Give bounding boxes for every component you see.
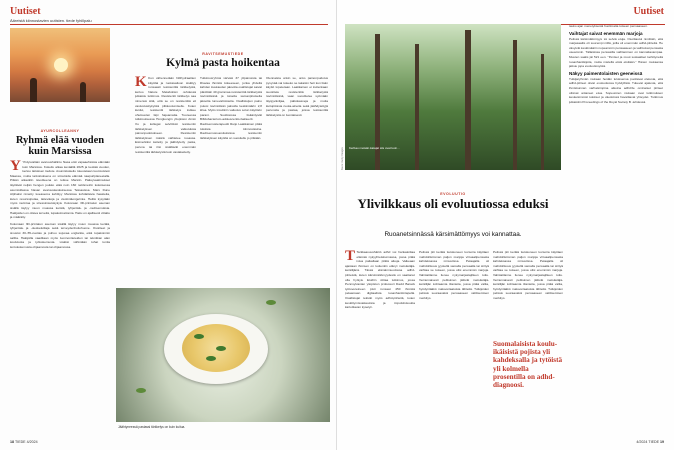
leaf-shape bbox=[194, 334, 204, 339]
pull-quote: Suomalaisista koulu-ikäisistä pojista yli kahdeksalla ja tytöistä yli kolmella prosentilla on adhd-diagnoosi. bbox=[493, 340, 563, 390]
leaf-shape bbox=[266, 300, 276, 305]
section-title: Uutiset bbox=[633, 6, 664, 17]
leaf-shape bbox=[216, 346, 226, 351]
drop-cap: K bbox=[135, 76, 147, 90]
article-column: Tutkimusryhmä värväsi 37 ylipainoista tai lihavaa ihmistä kokeeseen, jonka yhdeltä kahden kuukauden jaksolta osallistujat saivat päivittäin 40 grammaa resistenttiä tärkkelystä ravintolisänä ja toiselta samanpituiselta jaksolta lumevalmistetta. Osallistujien paino putosi ravintolisän jaksolla keskimäärin 2,8 kiloa. Myös insuliinin vaikutus solun käyttöön parani. Suolistossa lisääntyivät Bifidobacterium-adolescentis-bakteerit. Ravitsemusterapeutti Reijo Laatikainen pitää tuloksia kiinnostavina. Ravitsemussuosituksissa resistentin tärkkelyksen käyttöä on suositeltu jo pitkään. bbox=[200, 76, 262, 140]
person-silhouette bbox=[80, 82, 86, 102]
subheading: Vaihtajat saivat enemmän marjoja bbox=[569, 30, 643, 36]
drop-cap: T bbox=[345, 250, 356, 264]
article-headline: Ryhmä elää vuoden kuin Marsissa bbox=[15, 135, 105, 158]
sun-shape bbox=[54, 58, 68, 72]
subheading: Näkyy paimentolaisten geeneissä bbox=[569, 70, 643, 76]
tree-trunk bbox=[513, 40, 517, 170]
article-column: Pelissä piti kerätä tietokoneen kursoria käyttäen mahdollisimman paljon marjoja virtuaalipensasta kahdeksassa minuutissa. Pelaajalla oli mahdollisuus jyystellä samalla pensaalla tai siirtyä vaihtaa se toiseen, jossa olisi enemmän marjoja. Valintatilanne lienee nykymarjastajilleen tuttu. Verrannaisesti pelikuinen jättivät metsästäjä-keräilijän kohtaamia tilanteita, jossa pitää valita, hyödyntääkö makoonlaatuisia lähteitä. Tutkijoiden pelissä seuraavaksi pensaaseen valtitsemisen merkitys. bbox=[419, 250, 489, 300]
right-page bbox=[337, 0, 674, 450]
article-column: tauko ajan menetyksestä huolimatta toiseen pensaaseen. Vaihtajat saivat enemmän marjoja Pelissä kärsimättömyys toi selviä etuja. Osoittautui nimittäin, että marjasaaliis oli suurempi niillä, joilla oli enemmän adhd-piirteitä. He väsyivät keskimäärin nopeammin pensaaseen ja vaihtoivat pensasta useammin. Tällaisissa pensasilla vaihtaminen on kannattavampaa. Muuten saalis jäi 521 een. "Ihmiset ja muut sosiaaliset kehittyneitä ruoanhankkijoita, mutta mielellä etsiä etsitään." Hänen mukaansa jatkuu jopa evoluutiosyistä. Näkyy paimentolaisten geeneissä Tutkijaryhmän mukaan heidän tuloksensa puoltavat oletusta, että adhd-piirteet olivat evoluutiossa hyödyllisiä. Tukevat ajatusta, että ihmiskunnan varhaisimpina aikoina adhd:lle ominaiset piirteet olisivat antaneet etua. Sopeumien mukaan ovat tutkimuksen keskeisimmät tulokset ja väestössä havaittavat yhteydet. Tutkimus julkaistiin Proceedings of the Royal Society B -lehdessä. bbox=[569, 24, 663, 104]
article-kicker: EVOLUUTIO bbox=[440, 192, 466, 196]
article-column: Olennaista onkin se, onko painonpudotus pysyvää vai tuleeko se takaisin heti kun lisän käyttö lopetetaan. Laatikainen ei kuitenkaan suosittele resistenttiä tärkkelystä ravintolisänä, vaan suosittelee syömään täysjyväviljaa, palkokasveja ja muita kuitupitoisia ruoka-aineita sekä jäähdytettyjä perunoita ja pastaa, joissa resistenttiä tärkkelystä on luontaisesti. bbox=[266, 76, 328, 117]
article-body: Y Yhdysvaltain avaruushallinto Nasa etsii vapaaehtoisia elämään kuin Marsissa. Kokeilu alkaa keväällä 2025 ja kestää vuoden, kertoo laitoksen tiedote. Asumiskokeilu toteutetaan tuomioistein Maassa, mutta tarkoituksena on simuloida elämää naapuriplaneetalla. Pitkän aikavälin tavoitteena on retkue Marsiin. Pääsyvaatimukset täyttävät neljän hengen joukko elää noin 160 neliömetrin kokoisessa asumistilassa Nasan avaruuskeskuksessa Teksasissa. Mars Dune Alphaksi nimetty koeasema kehittyy Marsissa kohdattavia haasteita, kuten resurssipulaa, laitevikoja ja viestintäongelmia. Heiltä kysytään myös ravintoa ja stressinsietokykyä. Kokonaan 3D-printatun aseman sisällä täytyy muun muassa kerätä, tyhjentää- ja -ravitsemuksia. Hakijoiden on oltava terveitä, tupakoimattomia. Haku on ajallisesti viitattu ja määrätty. Kokonaan 3D-printatun aseman sisällä täytyy muun muassa kerätä, tyhjentää- ja -oleskelutilaja sekä terveydenhoitohuone. Osoitteet ja sivustot 30–55-vuotias ja puhuu sujuvaa englantia, eikä tupakoinnin sallita. Hakijoilla vaaditaan myös luonnontieteiden tai tekniikan alan koulutusta ja työkokemusta. Lisäksi vähintään tuhat tuntia lentokokemusta ohjaamosta tai ohjaamossa. bbox=[10, 160, 110, 249]
page-folio: 18 TIEDE 4/2024 bbox=[10, 440, 38, 444]
pasta-photo bbox=[116, 288, 330, 422]
photo-credit: Kuva: Getty Images bbox=[341, 147, 344, 170]
mars-habitat-photo bbox=[10, 28, 110, 102]
article-kicker: AYURCOLLEANNY bbox=[40, 129, 80, 133]
article-deck: Ruoanetsinnässä kärsimättömyys voi kannattaa. bbox=[384, 231, 522, 238]
section-subtitle: Ääreistä kiinnostavien uutisten. tiede fyhillpalu bbox=[10, 18, 92, 23]
article-column: K Kun vähennetään hiilihydraattien käyttöä ja ruokavalioon sisältyy runsaasti resistenttiä tärkkelystä, kertoo Nature Metabolism -lehdessä julkaistu tutkimus. Resistentti tärkkelys saa nimensä siitä, että se on resistenttiä eli vastustuskykyistä pilkkoutumiselle. Kuten kuidut, resistentti tärkkelys kulkee ohutsuolen läpi hajoamatta. Tuoreessa tutkimuksessa Hongkongin yliopiston Aimin Xu ja kollegat selvittivät resistentin tärkkelyksen vaikutuksia painonpudotukseen. Resistentin tärkkelyksen määrä vaihtelee ruoassa. Esimerkiksi keitetty ja jäähdytetty pasta, peruna tai riisi sisältävät enemmän resistenttiä tärkkelystä kuin vastakeitetty. bbox=[135, 76, 196, 154]
section-title: Uutiset bbox=[10, 6, 41, 17]
drop-cap: Y bbox=[10, 160, 21, 174]
tree-trunk bbox=[465, 30, 471, 170]
tree-trunk bbox=[541, 54, 544, 170]
tree-trunk bbox=[415, 44, 419, 170]
leaf-shape bbox=[136, 388, 146, 393]
photo-caption: Jäähtyneessä pastassi tärkkelys on kuin kuitua. bbox=[118, 425, 186, 429]
leaf-shape bbox=[206, 356, 216, 361]
photo-caption: Kerbau metsän katajat siis ovat kuin... bbox=[349, 146, 400, 150]
article-headline: Kylmä pasta hoikentaa bbox=[166, 57, 280, 69]
article-column: Pelissä piti kerätä tietokoneen kursoria käyttäen mahdollisimman paljon marjoja virtuaalipensasta kahdeksassa minuutissa. Pelaajalla oli mahdollisuus jyystellä samalla pensaalla tai siirtyä vaihtaa se toiseen, jossa olisi enemmän marjoja. Valintatilanne lienee nykymarjastajilleen tuttu. Verrannaisesti pelikuinen jättivät metsästäjä-keräilijän kohtaamia tilanteita, jossa pitää valita, hyödyntääkö makoonlaatuisia lähteitä. Tutkijoiden pelissä seuraavaksi pensaaseen valtitsemisen merkitys. bbox=[493, 250, 563, 300]
article-column: T Tarkkaavuushäiriö adhd voi hankaloittaa elämää nykyyhteiskunnassa, jossa pitää istua paikallaan pitkiä aikoja. Vaikeaan ajastaan ihmisen on kuitenkin elänyt metsästäjä-keräilijänä. Tässä elämänmuodossa adhd-piirteistä, kuten kärsimättömyydestä on saattanut olla hyötyä. Etuihin viittaa tutkimus, jossa Pennsylvanian yliopiston professori David Barack työtovereineen pisti runsaat 450 ihmistä pelaamaan digitaalista ruoanhankintapeliä. Osallistujat tekivät myös adhd-piirteitä, kuten keskittymisvaikeuksia ja impulsiivisuutta kartoittavan kyselyn. bbox=[345, 250, 415, 310]
article-headline: Ylivilkkaus oli evoluutiossa eduksi bbox=[357, 196, 549, 211]
section-rule bbox=[10, 24, 328, 25]
article-kicker: RAVITSEMUSTIEDE bbox=[202, 52, 244, 56]
page-folio: 4/2024 TIEDE 19 bbox=[636, 440, 664, 444]
person-silhouette bbox=[30, 78, 37, 102]
